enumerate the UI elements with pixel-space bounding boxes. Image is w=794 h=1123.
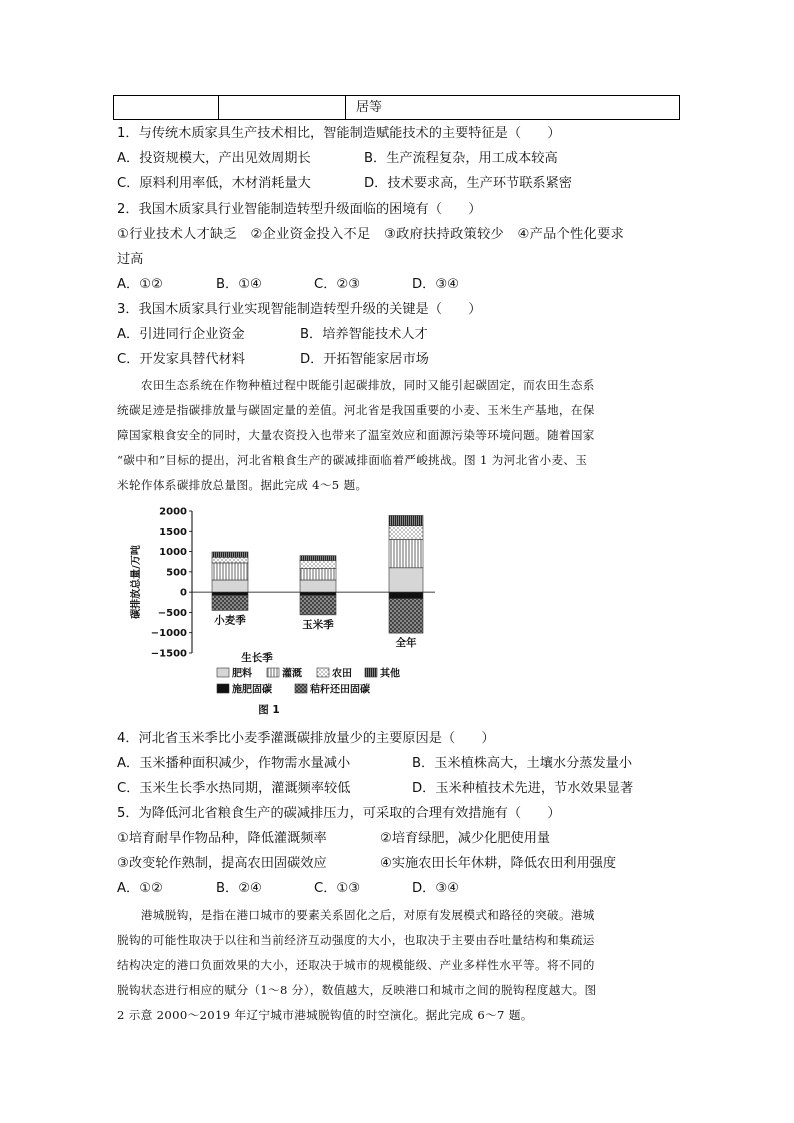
q3-option-d: D．开拓智能家居市场	[300, 352, 429, 367]
passage-2-line: 2 示意 2000～2019 年辽宁城市港城脱钩值的时空演化。据此完成 6～7 题。	[117, 1008, 533, 1022]
bar-segment	[300, 569, 336, 580]
question-5-stem: 5．为降低河北省粮食生产的碳减排压力，可采取的合理有效措施有（ ）	[117, 806, 561, 821]
legend-label: 肥料	[232, 668, 252, 680]
bar-segment	[300, 560, 336, 568]
passage-1-line: 米轮作体系碳排放总量图。据此完成 4～5 题。	[117, 478, 368, 492]
legend-swatch	[267, 668, 279, 677]
bar-segment	[212, 552, 248, 557]
passage-2-line: 脱钩状态进行相应的赋分（1～8 分），数值越大，反映港口和城市之间的脱钩程度越大。图	[117, 983, 597, 997]
q5-item-2: ②培育绿肥，减少化肥使用量	[380, 831, 551, 846]
y-tick-label: 500	[166, 567, 187, 579]
y-tick-label: −500	[157, 607, 187, 619]
q5-item-1: ①培育耐旱作物品种，降低灌溉频率	[117, 831, 327, 846]
q2-option-c: C．②③	[314, 277, 361, 292]
y-tick-label: 0	[180, 587, 187, 599]
passage-2-line: 脱钩的可能性取决于以往和当前经济互动强度的大小，也取决于主要由吞吐量结构和集疏运	[117, 933, 595, 947]
legend-swatch	[295, 684, 307, 693]
y-tick-label: 1000	[159, 547, 187, 559]
bar-segment	[389, 515, 423, 525]
bar-segment	[212, 580, 248, 592]
passage-1-line: “碳中和”目标的提出，河北省粮食生产的碳减排面临着严峻挑战。图 1 为河北省小麦、玉	[117, 453, 588, 467]
legend-label: 农田	[332, 668, 352, 680]
bar-segment	[212, 557, 248, 563]
bar-segment	[389, 526, 423, 540]
legend-swatch	[217, 668, 229, 677]
q3-option-b: B．培养智能技术人才	[300, 327, 428, 342]
y-axis-title: 碳排放总量/万吨	[131, 545, 142, 619]
q5-item-4: ④实施农田长年休耕，降低农田利用强度	[380, 856, 617, 871]
q4-option-a: A．玉米播种面积减少，作物需水量减小	[117, 756, 351, 771]
q3-option-a: A．引进同行企业资金	[117, 327, 245, 342]
legend-label: 秸秆还田固碳	[310, 684, 370, 696]
y-tick-label: −1500	[150, 648, 187, 660]
table-row	[113, 95, 680, 120]
q1-option-b: B．生产流程复杂，用工成本较高	[364, 151, 558, 166]
legend-label: 灌溉	[282, 668, 302, 680]
question-3-stem: 3．我国木质家具行业实现智能制造转型升级的关键是（ ）	[117, 302, 482, 317]
passage-2-line: 结构决定的港口负面效果的大小，还取决于城市的规模能级、产业多样性水平等。将不同的	[117, 958, 595, 972]
q5-item-3: ③改变轮作熟制，提高农田固碳效应	[117, 856, 327, 871]
bar-segment	[212, 592, 248, 595]
passage-2-line: 港城脱钩，是指在港口城市的要素关系固化之后，对原有发展模式和路径的突破。港城	[117, 908, 595, 922]
q1-option-d: D．技术要求高，生产环节联系紧密	[364, 176, 572, 191]
q3-option-c: C．开发家具替代材料	[117, 352, 245, 367]
legend-label: 施肥固碳	[232, 684, 272, 696]
q2-option-b: B．①④	[216, 277, 262, 292]
table-cell	[114, 96, 219, 119]
table-cell	[219, 96, 346, 119]
q4-option-d: D．玉米种植技术先进，节水效果显著	[412, 781, 634, 796]
passage-1-line: 障国家粮食安全的同时，大量农资投入也带来了温室效应和面源污染等环境问题。随着国家	[117, 428, 595, 442]
legend-label: 其他	[380, 668, 400, 680]
carbon-emission-chart	[117, 503, 437, 718]
bar-segment	[212, 563, 248, 580]
q2-option-a: A．①②	[117, 277, 163, 292]
bar-segment	[300, 592, 336, 595]
q2-items-cont: 过高	[117, 252, 144, 267]
q2-items: ①行业技术人才缺乏 ②企业资金投入不足 ③政府扶持政策较少 ④产品个性化要求	[117, 227, 625, 242]
y-tick-label: 2000	[159, 506, 187, 518]
q1-option-c: C．原料利用率低，木材消耗量大	[117, 176, 311, 191]
bar-segment	[300, 580, 336, 592]
figure-caption: 图 1	[258, 704, 280, 716]
bar-segment	[212, 595, 248, 610]
x-axis-title: 生长季	[241, 652, 273, 664]
question-2-stem: 2．我国木质家具行业智能制造转型升级面临的困境有（ ）	[117, 202, 482, 217]
passage-1-line: 统碳足迹是指碳排放量与碳固定量的差值。河北省是我国重要的小麦、玉米生产基地，在保	[117, 403, 595, 417]
y-tick-label: −1000	[150, 628, 187, 640]
legend-swatch	[217, 684, 229, 693]
q1-option-a: A．投资规模大，产出见效周期长	[117, 151, 311, 166]
question-4-stem: 4．河北省玉米季比小麦季灌溉碳排放量少的主要原因是（ ）	[117, 731, 495, 746]
q5-option-c: C．①③	[314, 881, 361, 896]
q5-option-a: A．①②	[117, 881, 163, 896]
q5-option-b: B．②④	[216, 881, 262, 896]
legend-swatch	[365, 668, 377, 677]
table-cell: 居等	[356, 100, 383, 115]
passage-1-line: 农田生态系统在作物种植过程中既能引起碳排放，同时又能引起碳固定，而农田生态系	[117, 378, 595, 392]
bar-segment	[300, 595, 336, 614]
question-1-stem: 1．与传统木质家具生产技术相比，智能制造赋能技术的主要特征是（ ）	[117, 126, 561, 141]
bar-segment	[389, 539, 423, 567]
q4-option-b: B．玉米植株高大，土壤水分蒸发量小	[412, 756, 633, 771]
bar-segment	[389, 599, 423, 633]
bar-segment	[389, 592, 423, 598]
category-label: 小麦季	[214, 614, 246, 627]
y-tick-label: 1500	[159, 526, 187, 538]
category-label: 玉米季	[302, 618, 334, 631]
bar-segment	[389, 568, 423, 592]
q4-option-c: C．玉米生长季水热同期，灌溉频率较低	[117, 781, 351, 796]
q2-option-d: D．③④	[412, 277, 459, 292]
category-label: 全年	[395, 637, 417, 650]
bar-segment	[300, 556, 336, 561]
legend-swatch	[317, 668, 329, 677]
q5-option-d: D．③④	[412, 881, 459, 896]
